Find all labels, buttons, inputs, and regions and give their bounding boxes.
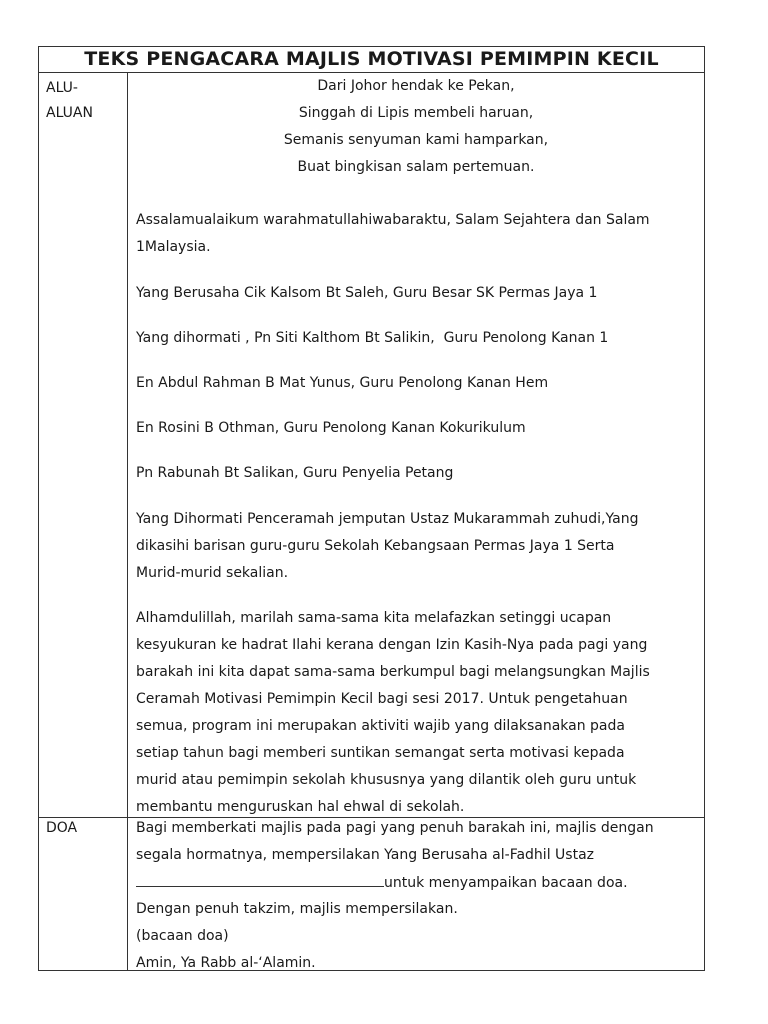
intro-line: Alhamdulillah, marilah sama-sama kita melafazkan setinggi ucapan bbox=[136, 610, 612, 626]
intro-line: kesyukuran ke hadrat Ilahi kerana dengan Izin Kasih-Nya pada pagi yang bbox=[136, 637, 648, 653]
intro-line: Ceramah Motivasi Pemimpin Kecil bagi sesi 2017. Untuk pengetahuan bbox=[136, 691, 628, 707]
salam-line: 1Malaysia. bbox=[136, 239, 211, 255]
salam-line: Assalamualaikum warahmatullahiwabaraktu, Salam Sejahtera dan Salam bbox=[136, 212, 650, 228]
document-title: TEKS PENGACARA MAJLIS MOTIVASI PEMIMPIN KECIL bbox=[39, 47, 704, 73]
document-table bbox=[38, 46, 705, 971]
intro-line: barakah ini kita dapat sama-sama berkumpul bagi melangsungkan Majlis bbox=[136, 664, 650, 680]
dignitary-line: En Rosini B Othman, Guru Penolong Kanan Kokurikulum bbox=[136, 420, 526, 436]
dignitary-line: Pn Rabunah Bt Salikan, Guru Penyelia Petang bbox=[136, 465, 454, 481]
doa-line-suffix: untuk menyampaikan bacaan doa. bbox=[384, 875, 628, 891]
guests-line: Yang Dihormati Penceramah jemputan Ustaz Mukarammah zuhudi,Yang bbox=[136, 511, 639, 527]
pantun-line: Singgah di Lipis membeli haruan, bbox=[298, 105, 534, 121]
dignitary-line: En Abdul Rahman B Mat Yunus, Guru Penolong Kanan Hem bbox=[136, 375, 549, 391]
dignitary-line: Yang dihormati , Pn Siti Kalthom Bt Salikin, Guru Penolong Kanan 1 bbox=[136, 330, 609, 346]
intro-line: semua, program ini merupakan aktiviti wajib yang dilaksanakan pada bbox=[136, 718, 625, 734]
label-aluan-1: ALU- bbox=[46, 80, 78, 96]
label-doa: DOA bbox=[46, 820, 78, 836]
pantun-line: Buat bingkisan salam pertemuan. bbox=[297, 159, 535, 175]
guests-line: Murid-murid sekalian. bbox=[136, 565, 289, 581]
doa-line-with-blank bbox=[136, 869, 696, 897]
guests-line: dikasihi barisan guru-guru Sekolah Kebangsaan Permas Jaya 1 Serta bbox=[136, 538, 615, 554]
doa-line: segala hormatnya, mempersilakan Yang Berusaha al-Fadhil Ustaz bbox=[136, 847, 594, 863]
doa-line: (bacaan doa) bbox=[136, 928, 229, 944]
doa-line: Amin, Ya Rabb al-‘Alamin. bbox=[136, 955, 316, 971]
pantun-line: Semanis senyuman kami hamparkan, bbox=[283, 132, 549, 148]
dignitary-line: Yang Berusaha Cik Kalsom Bt Saleh, Guru Besar SK Permas Jaya 1 bbox=[136, 285, 598, 301]
doa-line: Bagi memberkati majlis pada pagi yang penuh barakah ini, majlis dengan bbox=[136, 820, 654, 836]
intro-line: membantu menguruskan hal ehwal di sekolah. bbox=[136, 799, 465, 815]
pantun-line: Dari Johor hendak ke Pekan, bbox=[317, 78, 515, 94]
intro-line: setiap tahun bagi memberi suntikan semangat serta motivasi kepada bbox=[136, 745, 625, 761]
label-aluan-2: ALUAN bbox=[46, 105, 93, 121]
doa-line: Dengan penuh takzim, majlis mempersilakan. bbox=[136, 901, 458, 917]
column-divider bbox=[127, 73, 128, 970]
name-blank-field bbox=[136, 869, 384, 887]
intro-line: murid atau pemimpin sekolah khususnya yang dilantik oleh guru untuk bbox=[136, 772, 637, 788]
